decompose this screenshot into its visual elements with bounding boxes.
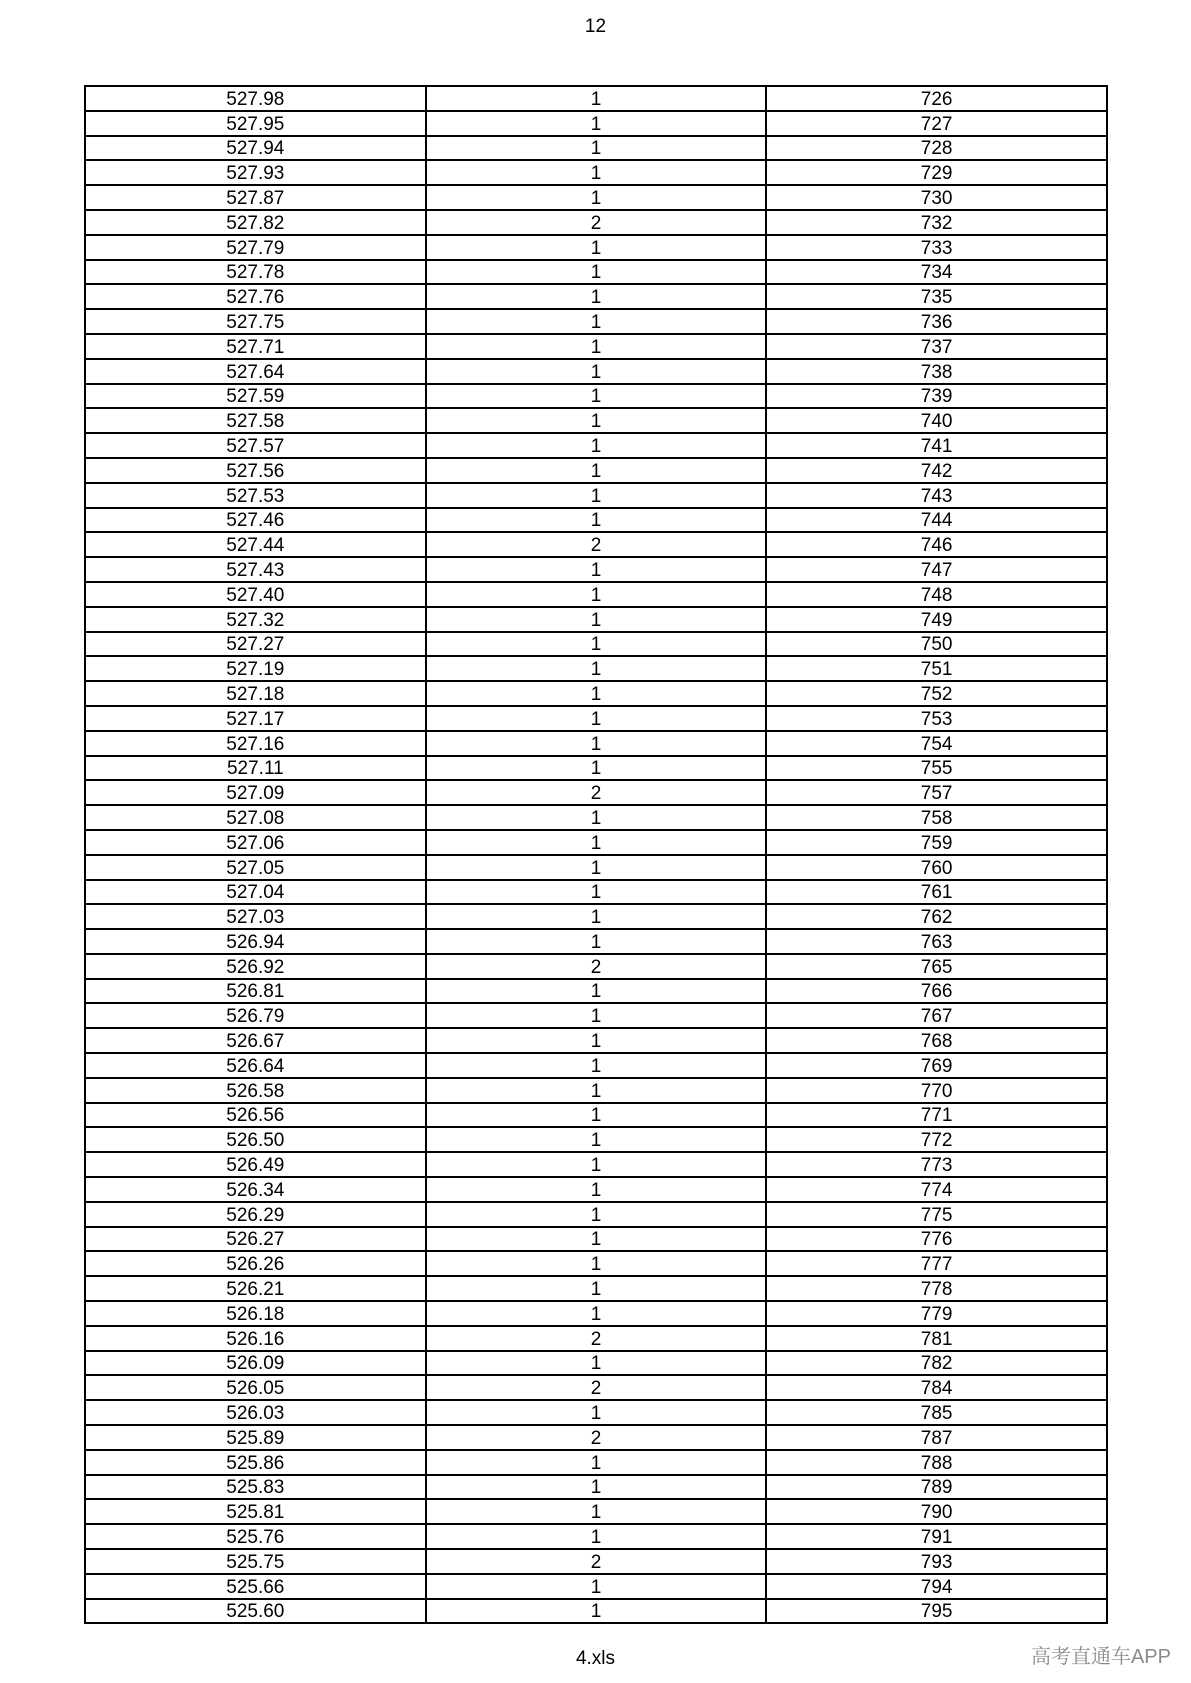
count-cell: 1 bbox=[426, 1202, 767, 1227]
score-cell: 527.05 bbox=[85, 855, 426, 880]
score-cell: 525.66 bbox=[85, 1574, 426, 1599]
table-row bbox=[85, 880, 1107, 905]
score-cell: 526.18 bbox=[85, 1301, 426, 1326]
cumulative-cell: 743 bbox=[766, 483, 1107, 508]
table-row bbox=[85, 136, 1107, 161]
table-row bbox=[85, 632, 1107, 657]
table-row bbox=[85, 408, 1107, 433]
cumulative-cell: 730 bbox=[766, 185, 1107, 210]
cumulative-cell: 750 bbox=[766, 632, 1107, 657]
table-row bbox=[85, 830, 1107, 855]
table-row bbox=[85, 607, 1107, 632]
score-cell: 527.19 bbox=[85, 656, 426, 681]
count-cell: 2 bbox=[426, 210, 767, 235]
table-row bbox=[85, 979, 1107, 1004]
score-cell: 527.78 bbox=[85, 260, 426, 285]
table-row bbox=[85, 1003, 1107, 1028]
score-cell: 525.89 bbox=[85, 1425, 426, 1450]
score-cell: 527.98 bbox=[85, 86, 426, 111]
table-row bbox=[85, 433, 1107, 458]
cumulative-cell: 748 bbox=[766, 582, 1107, 607]
cumulative-cell: 766 bbox=[766, 979, 1107, 1004]
cumulative-cell: 735 bbox=[766, 284, 1107, 309]
cumulative-cell: 736 bbox=[766, 309, 1107, 334]
score-cell: 526.21 bbox=[85, 1276, 426, 1301]
cumulative-cell: 791 bbox=[766, 1524, 1107, 1549]
count-cell: 1 bbox=[426, 86, 767, 111]
cumulative-cell: 727 bbox=[766, 111, 1107, 136]
table-row bbox=[85, 1202, 1107, 1227]
table-row bbox=[85, 1227, 1107, 1252]
score-cell: 526.64 bbox=[85, 1053, 426, 1078]
cumulative-cell: 782 bbox=[766, 1351, 1107, 1376]
count-cell: 1 bbox=[426, 359, 767, 384]
cumulative-cell: 749 bbox=[766, 607, 1107, 632]
table-body bbox=[85, 86, 1107, 1623]
watermark-text: 高考直通车APP bbox=[1030, 1646, 1171, 1668]
table-row bbox=[85, 557, 1107, 582]
table-row bbox=[85, 235, 1107, 260]
score-cell: 527.27 bbox=[85, 632, 426, 657]
score-cell: 527.43 bbox=[85, 557, 426, 582]
score-cell: 527.95 bbox=[85, 111, 426, 136]
table-row bbox=[85, 1326, 1107, 1351]
cumulative-cell: 794 bbox=[766, 1574, 1107, 1599]
count-cell: 1 bbox=[426, 756, 767, 781]
cumulative-cell: 787 bbox=[766, 1425, 1107, 1450]
count-cell: 1 bbox=[426, 408, 767, 433]
cumulative-cell: 768 bbox=[766, 1028, 1107, 1053]
count-cell: 2 bbox=[426, 954, 767, 979]
cumulative-cell: 744 bbox=[766, 508, 1107, 533]
cumulative-cell: 775 bbox=[766, 1202, 1107, 1227]
table-row bbox=[85, 904, 1107, 929]
count-cell: 1 bbox=[426, 830, 767, 855]
table-row bbox=[85, 284, 1107, 309]
cumulative-cell: 771 bbox=[766, 1103, 1107, 1128]
table-row bbox=[85, 359, 1107, 384]
table-row bbox=[85, 1152, 1107, 1177]
cumulative-cell: 773 bbox=[766, 1152, 1107, 1177]
count-cell: 1 bbox=[426, 309, 767, 334]
score-cell: 527.53 bbox=[85, 483, 426, 508]
score-cell: 526.03 bbox=[85, 1400, 426, 1425]
cumulative-cell: 761 bbox=[766, 880, 1107, 905]
score-cell: 527.09 bbox=[85, 780, 426, 805]
cumulative-cell: 790 bbox=[766, 1499, 1107, 1524]
count-cell: 1 bbox=[426, 1574, 767, 1599]
score-cell: 526.27 bbox=[85, 1227, 426, 1252]
score-cell: 526.26 bbox=[85, 1251, 426, 1276]
count-cell: 1 bbox=[426, 235, 767, 260]
table-row bbox=[85, 656, 1107, 681]
score-cell: 527.46 bbox=[85, 508, 426, 533]
score-cell: 527.06 bbox=[85, 830, 426, 855]
cumulative-cell: 759 bbox=[766, 830, 1107, 855]
score-cell: 526.58 bbox=[85, 1078, 426, 1103]
cumulative-cell: 767 bbox=[766, 1003, 1107, 1028]
table-row bbox=[85, 1078, 1107, 1103]
count-cell: 1 bbox=[426, 160, 767, 185]
cumulative-cell: 765 bbox=[766, 954, 1107, 979]
table-row bbox=[85, 86, 1107, 111]
count-cell: 1 bbox=[426, 1450, 767, 1475]
cumulative-cell: 754 bbox=[766, 731, 1107, 756]
count-cell: 1 bbox=[426, 1078, 767, 1103]
table-row bbox=[85, 1351, 1107, 1376]
cumulative-cell: 789 bbox=[766, 1475, 1107, 1500]
table-row bbox=[85, 111, 1107, 136]
table-row bbox=[85, 954, 1107, 979]
cumulative-cell: 752 bbox=[766, 681, 1107, 706]
count-cell: 1 bbox=[426, 136, 767, 161]
cumulative-cell: 751 bbox=[766, 656, 1107, 681]
cumulative-cell: 737 bbox=[766, 334, 1107, 359]
count-cell: 1 bbox=[426, 557, 767, 582]
table-row bbox=[85, 185, 1107, 210]
count-cell: 2 bbox=[426, 1549, 767, 1574]
score-cell: 527.08 bbox=[85, 805, 426, 830]
score-cell: 527.75 bbox=[85, 309, 426, 334]
cumulative-cell: 738 bbox=[766, 359, 1107, 384]
table-row bbox=[85, 582, 1107, 607]
score-cell: 527.57 bbox=[85, 433, 426, 458]
table-row bbox=[85, 334, 1107, 359]
count-cell: 1 bbox=[426, 1053, 767, 1078]
cumulative-cell: 726 bbox=[766, 86, 1107, 111]
count-cell: 1 bbox=[426, 1028, 767, 1053]
score-cell: 527.93 bbox=[85, 160, 426, 185]
cumulative-cell: 739 bbox=[766, 384, 1107, 409]
table-row bbox=[85, 1375, 1107, 1400]
count-cell: 1 bbox=[426, 607, 767, 632]
count-cell: 1 bbox=[426, 508, 767, 533]
cumulative-cell: 753 bbox=[766, 706, 1107, 731]
cumulative-cell: 746 bbox=[766, 532, 1107, 557]
count-cell: 1 bbox=[426, 1400, 767, 1425]
table-row bbox=[85, 1425, 1107, 1450]
table-row bbox=[85, 1524, 1107, 1549]
table-row bbox=[85, 508, 1107, 533]
score-cell: 527.44 bbox=[85, 532, 426, 557]
cumulative-cell: 795 bbox=[766, 1599, 1107, 1624]
count-cell: 1 bbox=[426, 979, 767, 1004]
count-cell: 1 bbox=[426, 1276, 767, 1301]
cumulative-cell: 758 bbox=[766, 805, 1107, 830]
score-cell: 526.67 bbox=[85, 1028, 426, 1053]
cumulative-cell: 747 bbox=[766, 557, 1107, 582]
cumulative-cell: 763 bbox=[766, 929, 1107, 954]
count-cell: 1 bbox=[426, 483, 767, 508]
score-cell: 527.79 bbox=[85, 235, 426, 260]
cumulative-cell: 733 bbox=[766, 235, 1107, 260]
count-cell: 1 bbox=[426, 805, 767, 830]
cumulative-cell: 762 bbox=[766, 904, 1107, 929]
score-cell: 525.86 bbox=[85, 1450, 426, 1475]
score-cell: 527.17 bbox=[85, 706, 426, 731]
page-number: 12 bbox=[584, 16, 607, 37]
cumulative-cell: 788 bbox=[766, 1450, 1107, 1475]
count-cell: 1 bbox=[426, 284, 767, 309]
table-row bbox=[85, 210, 1107, 235]
count-cell: 1 bbox=[426, 1499, 767, 1524]
table-row bbox=[85, 1028, 1107, 1053]
table-row bbox=[85, 160, 1107, 185]
table-row bbox=[85, 1450, 1107, 1475]
cumulative-cell: 732 bbox=[766, 210, 1107, 235]
count-cell: 1 bbox=[426, 185, 767, 210]
count-cell: 1 bbox=[426, 433, 767, 458]
count-cell: 1 bbox=[426, 582, 767, 607]
count-cell: 1 bbox=[426, 1152, 767, 1177]
count-cell: 1 bbox=[426, 384, 767, 409]
cumulative-cell: 772 bbox=[766, 1127, 1107, 1152]
score-cell: 526.79 bbox=[85, 1003, 426, 1028]
score-cell: 527.16 bbox=[85, 731, 426, 756]
cumulative-cell: 778 bbox=[766, 1276, 1107, 1301]
count-cell: 1 bbox=[426, 1177, 767, 1202]
score-cell: 526.16 bbox=[85, 1326, 426, 1351]
table-row bbox=[85, 706, 1107, 731]
table-row bbox=[85, 384, 1107, 409]
table-row bbox=[85, 1599, 1107, 1624]
score-cell: 525.83 bbox=[85, 1475, 426, 1500]
table-row bbox=[85, 756, 1107, 781]
cumulative-cell: 784 bbox=[766, 1375, 1107, 1400]
count-cell: 2 bbox=[426, 1425, 767, 1450]
table-row bbox=[85, 1103, 1107, 1128]
cumulative-cell: 741 bbox=[766, 433, 1107, 458]
count-cell: 1 bbox=[426, 855, 767, 880]
cumulative-cell: 757 bbox=[766, 780, 1107, 805]
score-cell: 525.75 bbox=[85, 1549, 426, 1574]
score-cell: 527.04 bbox=[85, 880, 426, 905]
score-cell: 526.29 bbox=[85, 1202, 426, 1227]
footer-filename: 4.xls bbox=[575, 1648, 616, 1669]
table-row bbox=[85, 458, 1107, 483]
table-row bbox=[85, 1574, 1107, 1599]
count-cell: 1 bbox=[426, 1524, 767, 1549]
cumulative-cell: 785 bbox=[766, 1400, 1107, 1425]
count-cell: 1 bbox=[426, 111, 767, 136]
table-row bbox=[85, 309, 1107, 334]
count-cell: 2 bbox=[426, 532, 767, 557]
cumulative-cell: 734 bbox=[766, 260, 1107, 285]
count-cell: 1 bbox=[426, 929, 767, 954]
count-cell: 2 bbox=[426, 1375, 767, 1400]
cumulative-cell: 740 bbox=[766, 408, 1107, 433]
table-row bbox=[85, 1053, 1107, 1078]
score-cell: 527.94 bbox=[85, 136, 426, 161]
cumulative-cell: 742 bbox=[766, 458, 1107, 483]
count-cell: 1 bbox=[426, 731, 767, 756]
count-cell: 1 bbox=[426, 1003, 767, 1028]
score-cell: 527.76 bbox=[85, 284, 426, 309]
count-cell: 1 bbox=[426, 1127, 767, 1152]
table-row bbox=[85, 1177, 1107, 1202]
count-cell: 1 bbox=[426, 681, 767, 706]
table-row bbox=[85, 1301, 1107, 1326]
cumulative-cell: 777 bbox=[766, 1251, 1107, 1276]
score-cell: 527.59 bbox=[85, 384, 426, 409]
table-row bbox=[85, 681, 1107, 706]
cumulative-cell: 770 bbox=[766, 1078, 1107, 1103]
score-cell: 526.50 bbox=[85, 1127, 426, 1152]
table-row bbox=[85, 1549, 1107, 1574]
cumulative-cell: 779 bbox=[766, 1301, 1107, 1326]
cumulative-cell: 769 bbox=[766, 1053, 1107, 1078]
score-cell: 527.03 bbox=[85, 904, 426, 929]
score-cell: 527.58 bbox=[85, 408, 426, 433]
table-row bbox=[85, 1400, 1107, 1425]
score-cell: 526.05 bbox=[85, 1375, 426, 1400]
cumulative-cell: 774 bbox=[766, 1177, 1107, 1202]
table-row bbox=[85, 1499, 1107, 1524]
score-cell: 526.34 bbox=[85, 1177, 426, 1202]
cumulative-cell: 728 bbox=[766, 136, 1107, 161]
table-row bbox=[85, 1251, 1107, 1276]
table-row bbox=[85, 780, 1107, 805]
count-cell: 1 bbox=[426, 334, 767, 359]
score-cell: 527.56 bbox=[85, 458, 426, 483]
score-cell: 526.56 bbox=[85, 1103, 426, 1128]
score-cell: 527.18 bbox=[85, 681, 426, 706]
table-row bbox=[85, 805, 1107, 830]
count-cell: 1 bbox=[426, 1103, 767, 1128]
score-cell: 526.81 bbox=[85, 979, 426, 1004]
count-cell: 2 bbox=[426, 1326, 767, 1351]
count-cell: 1 bbox=[426, 1301, 767, 1326]
cumulative-cell: 793 bbox=[766, 1549, 1107, 1574]
score-cell: 527.11 bbox=[85, 756, 426, 781]
score-cell: 526.49 bbox=[85, 1152, 426, 1177]
count-cell: 1 bbox=[426, 1251, 767, 1276]
cumulative-cell: 776 bbox=[766, 1227, 1107, 1252]
table-row bbox=[85, 260, 1107, 285]
score-cell: 527.71 bbox=[85, 334, 426, 359]
count-cell: 1 bbox=[426, 706, 767, 731]
score-cell: 525.81 bbox=[85, 1499, 426, 1524]
count-cell: 1 bbox=[426, 1475, 767, 1500]
score-cell: 527.64 bbox=[85, 359, 426, 384]
score-table bbox=[84, 85, 1108, 1624]
score-cell: 526.92 bbox=[85, 954, 426, 979]
table-row bbox=[85, 731, 1107, 756]
table-row bbox=[85, 929, 1107, 954]
score-cell: 526.09 bbox=[85, 1351, 426, 1376]
count-cell: 1 bbox=[426, 632, 767, 657]
count-cell: 1 bbox=[426, 458, 767, 483]
score-cell: 525.60 bbox=[85, 1599, 426, 1624]
table-row bbox=[85, 1127, 1107, 1152]
count-cell: 1 bbox=[426, 1599, 767, 1624]
score-cell: 527.82 bbox=[85, 210, 426, 235]
score-cell: 527.40 bbox=[85, 582, 426, 607]
score-cell: 527.87 bbox=[85, 185, 426, 210]
cumulative-cell: 755 bbox=[766, 756, 1107, 781]
cumulative-cell: 760 bbox=[766, 855, 1107, 880]
table-row bbox=[85, 532, 1107, 557]
score-cell: 526.94 bbox=[85, 929, 426, 954]
count-cell: 1 bbox=[426, 1351, 767, 1376]
table-row bbox=[85, 855, 1107, 880]
cumulative-cell: 729 bbox=[766, 160, 1107, 185]
count-cell: 1 bbox=[426, 260, 767, 285]
table-row bbox=[85, 1475, 1107, 1500]
count-cell: 1 bbox=[426, 904, 767, 929]
count-cell: 1 bbox=[426, 880, 767, 905]
count-cell: 1 bbox=[426, 1227, 767, 1252]
score-cell: 527.32 bbox=[85, 607, 426, 632]
score-cell: 525.76 bbox=[85, 1524, 426, 1549]
count-cell: 2 bbox=[426, 780, 767, 805]
table-row bbox=[85, 1276, 1107, 1301]
count-cell: 1 bbox=[426, 656, 767, 681]
cumulative-cell: 781 bbox=[766, 1326, 1107, 1351]
table-row bbox=[85, 483, 1107, 508]
